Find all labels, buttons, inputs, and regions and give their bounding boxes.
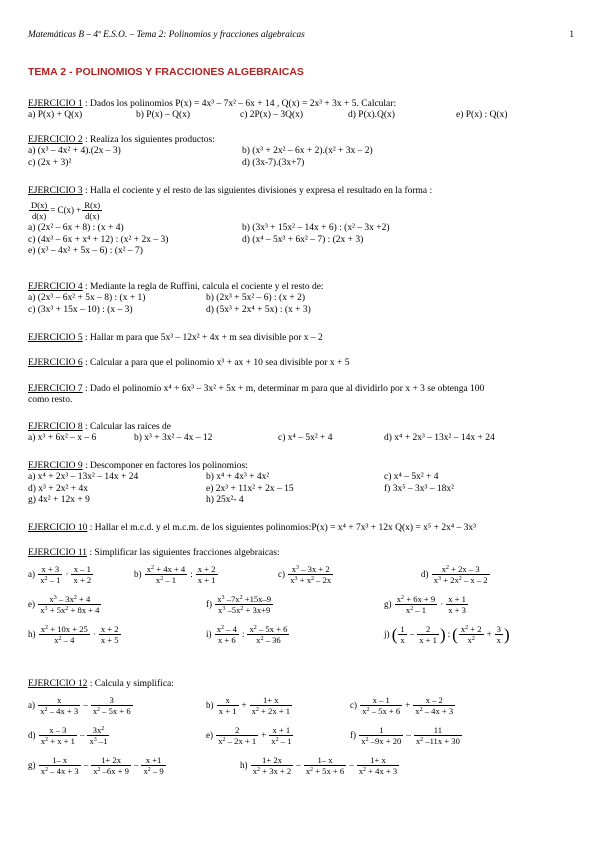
exercise-label: EJERCICIO 8	[28, 422, 83, 432]
exercise-1	[28, 99, 574, 122]
item: d) (5x³ + 2x⁴ + 5x) : (x + 3)	[206, 304, 311, 315]
exercise-statement: : Calcular las raíces de	[82, 422, 171, 432]
fraction-item-j: j) ( 1 x – 2 x + 1 ) : ( $x^2 + 2$ $x^2$ + $\frac{3}{x}$ )	[384, 623, 510, 645]
exercise-8	[28, 422, 574, 445]
item: c) 2P(x) – 3Q(x)	[240, 110, 304, 121]
fraction-item-d: d) $x^2 + 2x - 3$ $x^3 + 2x^2 - x - 2$	[421, 563, 488, 585]
section-title: TEMA 2 - POLINOMIOS Y FRACCIONES ALGEBRAICAS	[28, 66, 304, 78]
exercise-statement: : Dado el polinomio x⁴ + 6x³ – 3x² + 5x + m, determinar m para que al dividirlo por x + 3 se obtenga 100	[82, 384, 485, 394]
item: b) P(x) – Q(x)	[136, 110, 191, 121]
item: c) x⁴ – 5x² + 4	[384, 472, 439, 483]
item: e) 2x³ + 11x² + 2x – 15	[206, 483, 294, 494]
exercise-label: EJERCICIO 1	[28, 99, 83, 109]
exercise-label: EJERCICIO 9	[28, 461, 83, 471]
item: c) (4x³ – 6x + x⁴ + 12) : (x² + 2x – 3)	[28, 234, 169, 245]
running-header	[28, 30, 574, 40]
exercise-label: EJERCICIO 3	[28, 186, 83, 196]
item: b) (x³ + 2x² – 6x + 2).(x² + 3x – 2)	[242, 146, 373, 157]
item: e) (x³ – 4x² + 5x – 6) : (x² – 7)	[28, 246, 143, 257]
exercise-label: EJERCICIO 6	[28, 358, 83, 368]
exercise-label: EJERCICIO 10	[28, 523, 88, 533]
fraction-item-i: i) $x^2 - 4$ x + 6 : $x^2 - 5x + 6$ $x^2 - 36$	[206, 623, 288, 645]
exercise-statement: : Calcula y simplifica:	[87, 679, 174, 689]
fraction-item-a: a) x + 3 $x^2 - 1$ · x – 1 x + 2	[28, 563, 92, 585]
item: g) 4x² + 12x + 9	[28, 495, 90, 506]
exercise-statement: : Mediante la regla de Ruffini, calcula el cociente y el resto de:	[82, 282, 324, 292]
exercise-label: EJERCICIO 4	[28, 282, 83, 292]
item: a) x⁴ + 2x³ – 13x² – 14x + 24	[28, 472, 139, 483]
exercise-label: EJERCICIO 11	[28, 548, 88, 558]
fraction-item-f: f) $x^3$ $-7x^2 +15x-9$ $x^3$ $-5x^2 + 3x+9$	[206, 593, 272, 615]
exercise-statement: : Dados los polinomios P(x) = 4x³ – 7x² – 6x + 14 , Q(x) = 2x³ + 3x + 5. Calcular:	[82, 99, 397, 109]
fraction-item-e: e) $x^3 - 3x^2 + 4$ $x^3 + 5x^2 + 8x + 4$	[28, 593, 100, 615]
item: b) (2x³ + 5x² – 6) : (x + 2)	[206, 293, 305, 304]
fraction-item-b: b) $x^2 + 4x + 4$ $x^2 - 1$ : x + 2 x + 1	[134, 563, 216, 585]
fraction-item-h: h) 1+ 2x $x^2 + 3x + 2$ – 1– x $x^2 + 5x + 6$ – 1+ x $x^2 + 4x + 3$	[240, 754, 398, 776]
fraction-item-c: c) x – 1 $x^2 - 5x + 6$ + $\frac{x - 2}{x^2 - 4x + 3}$	[350, 694, 454, 716]
item: b) x³ + 3x² – 4x – 12	[134, 433, 213, 444]
exercise-11	[28, 548, 574, 649]
exercise-7	[28, 384, 574, 407]
exercise-statement: : Calcular a para que el polinomio x³ + ax + 10 sea divisible por x + 5	[82, 358, 350, 368]
exercise-6	[28, 358, 574, 369]
item: a) (x³ – 4x² + 4).(2x – 3)	[28, 146, 121, 157]
item: b) (3x³ + 15x² – 14x + 6) : (x² – 3x +2)	[242, 223, 390, 234]
page	[28, 0, 574, 848]
item: d) (x⁴ – 5x³ + 6x² – 7) : (2x + 3)	[242, 234, 364, 245]
item: b) x⁴ + 4x³ + 4x²	[206, 472, 270, 483]
exercise-statement: : Simplificar las siguientes fracciones algebraicas:	[87, 548, 280, 558]
exercise-statement: : Hallar el m.c.d. y el m.c.m. de los siguientes polinomios:P(x) = x⁴ + 7x³ + 12x Q(x) = x⁵ + 2x⁴ – 3x³	[87, 523, 476, 533]
exercise-2	[28, 135, 574, 169]
exercise-label: EJERCICIO 12	[28, 679, 88, 689]
fraction-item-d: d) x – 3 $x^2 + x + 1$ – $3x^2$ $x^3$ –1	[28, 724, 108, 746]
exercise-10	[28, 523, 574, 534]
item: d) x⁴ + 2x³ – 13x² – 14x + 24	[384, 433, 495, 444]
exercise-12	[28, 679, 574, 780]
item: c) (3x³ + 15x – 10) : (x – 3)	[28, 304, 133, 315]
fraction-item-a: a) x $x^2 - 4x + 3$ – 3 $x^2 - 5x + 6$	[28, 694, 131, 716]
exercise-statement-cont: como resto.	[28, 395, 73, 406]
item: d) P(x).Q(x)	[348, 110, 395, 121]
exercise-3	[28, 186, 574, 258]
item: a) P(x) + Q(x)	[28, 110, 83, 121]
exercise-label: EJERCICIO 7	[28, 384, 83, 394]
exercise-label: EJERCICIO 2	[28, 135, 83, 145]
fraction-item-g: g) 1– x $x^2 - 4x + 3$ – 1+ 2x $x^2$ –6x + 9 – x +1 $x^2 - 9$	[28, 754, 164, 776]
fraction-item-h: h) $x^2 + 10x + 25$ $x^2 - 4$ · x + 2 x + 5	[28, 623, 119, 645]
exercise-label: EJERCICIO 5	[28, 333, 83, 343]
item: d) x³ + 2x² + 4x	[28, 483, 88, 494]
item: a) (2x² – 6x + 8) : (x + 4)	[28, 223, 124, 234]
item: c) (2x + 3)²	[28, 157, 72, 168]
exercise-statement: : Hallar m para que 5x³ – 12x² + 4x + m sea divisible por x – 2	[82, 333, 323, 343]
fraction-item-f: f) 1 $x^2$ –9x + 20 – 11 $x^2$ –11x + 30	[350, 724, 460, 746]
item: c) x⁴ – 5x² + 4	[278, 433, 333, 444]
exercise-4	[28, 282, 574, 316]
fraction-item-e: e) 2 $x^2 - 2x + 1$ + $\frac{x + 1}{x^2 - 1}$	[206, 724, 292, 746]
page-number: 1	[569, 30, 574, 40]
item: e) P(x) : Q(x)	[456, 110, 508, 121]
exercise-statement: : Halla el cociente y el resto de las siguientes divisiones y expresa el resultado en la forma :	[82, 186, 433, 196]
fraction-item-b: b) x x + 1 + $\frac{1+ x}{x^2 + 2x + 1}$	[206, 694, 291, 716]
fraction-item-g: g) $x^2 + 6x + 9$ $x^2 - 1$ · x + 1 x + 3	[384, 593, 466, 615]
item: a) (2x³ – 6x² + 5x – 8) : (x + 1)	[28, 293, 146, 304]
exercise-5	[28, 333, 574, 344]
item: d) (3x-7).(3x+7)	[242, 157, 305, 168]
item: a) x³ + 6x² – x – 6	[28, 433, 97, 444]
exercise-9	[28, 461, 574, 507]
item: f) 3x⁵ – 3x³ – 18x²	[384, 483, 454, 494]
item: h) 25x²- 4	[206, 495, 244, 506]
result-form-formula: $\frac{D(x)}{d(x)}$ = C(x) + $\frac{R(x)}{d(x)}$	[31, 199, 101, 221]
exercise-statement: : Realiza los siguientes productos:	[82, 135, 215, 145]
header-text: Matemáticas B – 4º E.S.O. – Tema 2: Polinomios y fracciones algebraicas	[28, 30, 305, 40]
fraction-item-c: c) $x^3 - 3x + 2$ $x^3 + x^2 - 2x$	[278, 563, 332, 585]
exercise-statement: : Descomponer en factores los polinomios:	[82, 461, 248, 471]
